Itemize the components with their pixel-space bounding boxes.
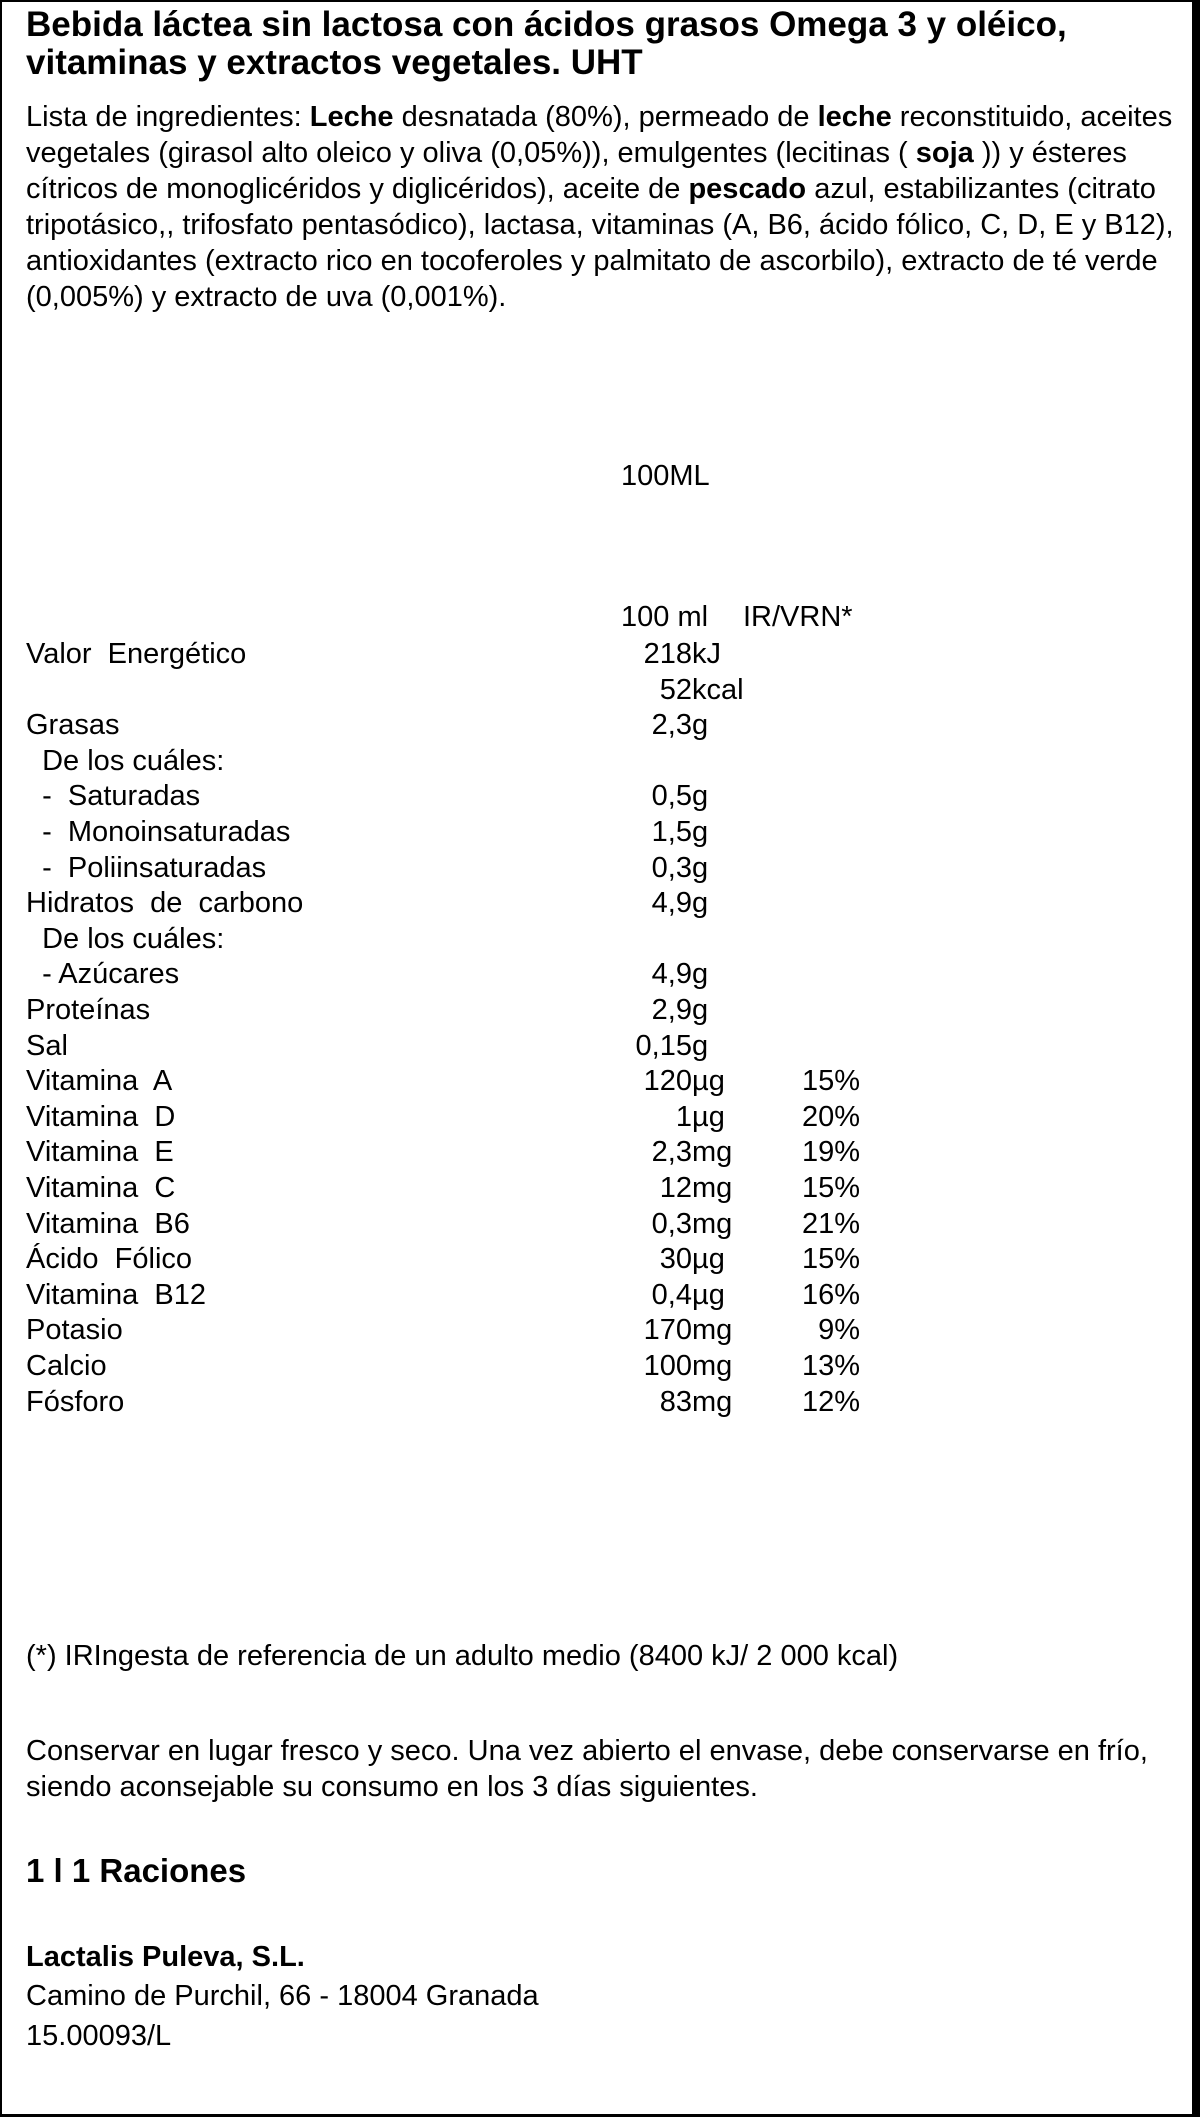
- ingredients-list: [26, 99, 1176, 315]
- nutrient-label: Valor Energético: [26, 638, 247, 670]
- nutrient-percent: 15%: [801, 1243, 860, 1276]
- allergen-highlight: Leche: [309, 101, 394, 133]
- nutrient-value: 0,3: [651, 851, 692, 884]
- nutrient-label: Vitamina D: [26, 1100, 176, 1133]
- nutrient-label: Vitamina A: [26, 1065, 173, 1098]
- nutrient-value: 120: [643, 1065, 692, 1098]
- nutrition-row: [2, 1028, 1192, 1064]
- company-name: Lactalis Puleva, S.L.: [26, 1941, 305, 1973]
- nutrient-label: Vitamina B12: [26, 1278, 207, 1311]
- nutrient-unit: mg: [692, 1385, 733, 1418]
- nutrient-percent: 20%: [801, 1100, 860, 1133]
- registry-number: 15.00093/L: [26, 2020, 172, 2052]
- nutrient-value: 83: [659, 1385, 692, 1418]
- nutrient-unit: mg: [692, 1207, 733, 1240]
- nutrition-row: [2, 956, 1192, 992]
- nutrient-label: Hidratos de carbono: [26, 887, 304, 920]
- nutrient-percent: 15%: [801, 1172, 860, 1204]
- nutrient-label: De los cuáles:: [26, 744, 225, 777]
- nutrition-row: [2, 885, 1192, 921]
- nutrition-row: [2, 1241, 1192, 1277]
- nutrient-label: Vitamina E: [26, 1136, 174, 1169]
- column-header-ir-vrn: IR/VRN*: [743, 601, 853, 633]
- nutrient-label: Potasio: [26, 1314, 123, 1347]
- nutrient-unit: kJ: [692, 638, 721, 670]
- nutrient-label: Calcio: [26, 1350, 107, 1382]
- nutrient-unit: g: [692, 887, 709, 920]
- nutrient-value: 0,4: [651, 1278, 692, 1311]
- nutrient-value: 4,9: [651, 887, 692, 920]
- nutrient-value: 0,3: [651, 1207, 692, 1240]
- portion-header: 100ML: [621, 460, 710, 492]
- nutrient-unit: g: [692, 709, 709, 742]
- nutrient-value: 0,5: [651, 780, 692, 813]
- allergen-highlight: soja: [915, 137, 974, 169]
- nutrition-row: [2, 1206, 1192, 1242]
- nutrient-label: Vitamina C: [26, 1172, 176, 1204]
- nutrient-percent: 19%: [801, 1136, 860, 1169]
- company-address: Camino de Purchil, 66 - 18004 Granada: [26, 1980, 539, 2012]
- ingredient-text: desnatada (80%), permeado de: [393, 101, 818, 133]
- nutrient-unit: µg: [692, 1278, 725, 1311]
- nutrient-value: 2,3: [651, 709, 692, 742]
- nutrient-label: - Saturadas: [26, 780, 201, 813]
- nutrient-value: 2,3: [651, 1136, 692, 1169]
- nutrient-unit: mg: [692, 1172, 733, 1204]
- nutrition-row: [2, 850, 1192, 886]
- nutrient-percent: 21%: [801, 1207, 860, 1240]
- nutrient-percent: 12%: [801, 1385, 860, 1418]
- nutrition-row: [2, 743, 1192, 779]
- nutrient-label: Proteínas: [26, 994, 151, 1026]
- ingredient-text: azul, estabilizantes (citrato tripotásico,, trifosfato pentasódico), lactasa, vitaminas (A, B6, ácido fólico, C, D, E y B12), antioxidantes (extracto rico en tocoferoles y palmitato de ascorbilo), extracto de té verde (0,005%) y extracto de uva (0,001%).: [26, 173, 1174, 313]
- nutrient-value: 1,5: [651, 816, 692, 848]
- nutrient-label: Ácido Fólico: [26, 1243, 193, 1276]
- nutrition-row: [2, 672, 1192, 708]
- storage-instructions: Conservar en lugar fresco y seco. Una vez abierto el envase, debe conservarse en frío, siendo aconsejable su consumo en los 3 días siguientes.: [26, 1735, 1148, 1803]
- nutrient-unit: µg: [692, 1243, 725, 1276]
- nutrient-label: Vitamina B6: [26, 1207, 190, 1240]
- nutrition-row: [2, 1134, 1192, 1170]
- nutrient-value: 0,15: [635, 1029, 692, 1062]
- nutrient-value: 218: [643, 638, 692, 670]
- ingredient-text: )) y ésteres cítricos de monoglicéridos y diglicéridos), aceite de: [26, 137, 1127, 205]
- ingredient-text: reconstituido, aceites vegetales (girasol alto oleico y oliva (0,05%)), emulgentes (lecitinas (: [26, 101, 1173, 169]
- nutrient-unit: kcal: [692, 673, 744, 706]
- nutrient-label: Fósforo: [26, 1385, 125, 1418]
- nutrient-percent: 16%: [801, 1278, 860, 1311]
- nutrient-percent: 15%: [801, 1065, 860, 1098]
- allergen-highlight: pescado: [688, 173, 807, 205]
- nutrient-unit: g: [692, 851, 709, 884]
- nutrient-unit: mg: [692, 1350, 733, 1382]
- nutrition-row: [2, 814, 1192, 850]
- nutrition-row: [2, 992, 1192, 1028]
- nutrient-label: - Poliinsaturadas: [26, 851, 267, 884]
- portions-info: 1 l 1 Raciones: [26, 1852, 247, 1889]
- nutrient-value: 52: [659, 673, 692, 706]
- nutrient-unit: g: [692, 816, 709, 848]
- nutrient-unit: g: [692, 994, 709, 1026]
- nutrient-unit: mg: [692, 1314, 733, 1347]
- nutrition-row: [2, 921, 1192, 957]
- nutrient-label: Sal: [26, 1029, 68, 1062]
- nutrient-label: De los cuáles:: [26, 922, 225, 955]
- nutrition-row: [2, 1312, 1192, 1348]
- nutrition-row: [2, 1170, 1192, 1206]
- nutrient-unit: µg: [692, 1100, 725, 1133]
- nutrient-value: 170: [643, 1314, 692, 1347]
- nutrient-unit: g: [692, 780, 709, 813]
- nutrient-label: - Monoinsaturadas: [26, 816, 291, 848]
- nutrition-row: [2, 636, 1192, 672]
- allergen-highlight: leche: [817, 101, 892, 133]
- nutrient-label: - Azúcares: [26, 958, 180, 991]
- nutrition-row: [2, 1384, 1192, 1420]
- nutrition-row: [2, 1099, 1192, 1135]
- nutrient-value: 1: [675, 1100, 692, 1133]
- reference-intake-footnote: (*) IRIngesta de referencia de un adulto medio (8400 kJ/ 2 000 kcal): [26, 1640, 899, 1672]
- column-header-100ml: 100 ml: [621, 601, 709, 633]
- ingredient-text: Lista de ingredientes:: [26, 101, 310, 133]
- nutrient-unit: g: [692, 1029, 709, 1062]
- nutrient-value: 2,9: [651, 994, 692, 1026]
- nutrient-unit: mg: [692, 1136, 733, 1169]
- nutrition-row: [2, 1348, 1192, 1384]
- nutrient-unit: g: [692, 958, 709, 991]
- nutrient-value: 12: [659, 1172, 692, 1204]
- nutrient-percent: 9%: [818, 1314, 860, 1347]
- nutrient-value: 100: [643, 1350, 692, 1382]
- nutrition-row: [2, 778, 1192, 814]
- nutrient-value: 4,9: [651, 958, 692, 991]
- nutrient-percent: 13%: [801, 1350, 860, 1382]
- nutrition-row: [2, 1063, 1192, 1099]
- nutrition-row: [2, 707, 1192, 743]
- nutrition-row: [2, 1277, 1192, 1313]
- nutrient-label: Grasas: [26, 709, 120, 742]
- nutrient-unit: µg: [692, 1065, 725, 1098]
- nutrient-value: 30: [659, 1243, 692, 1276]
- product-title: Bebida láctea sin lactosa con ácidos grasos Omega 3 y oléico, vitaminas y extractos vegetales. UHT: [26, 5, 1067, 82]
